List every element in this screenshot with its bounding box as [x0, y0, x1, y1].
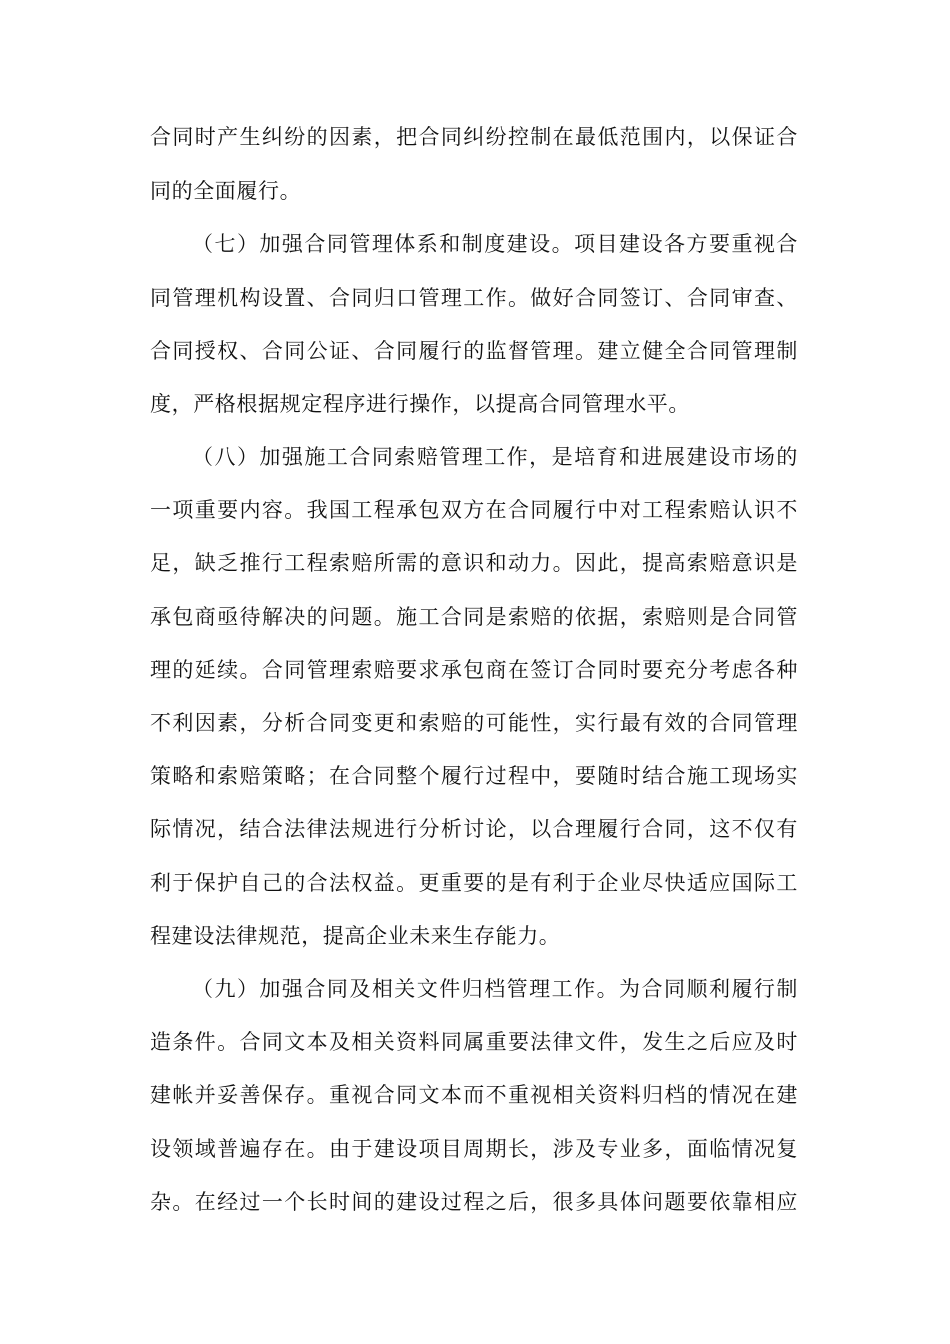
- text-line: 承包商亟待解决的问题。施工合同是索赔的依据，索赔则是合同管: [150, 605, 798, 629]
- text-line: 合同授权、合同公证、合同履行的监督管理。建立健全合同管理制: [150, 339, 798, 363]
- text-line: （七）加强合同管理体系和制度建设。项目建设各方要重视合: [192, 232, 798, 256]
- text-line: 同管理机构设置、合同归口管理工作。做好合同签订、合同审查、: [150, 286, 798, 310]
- text-line: 策略和索赔策略；在合同整个履行过程中，要随时结合施工现场实: [150, 764, 798, 788]
- text-line: 理的延续。合同管理索赔要求承包商在签订合同时要充分考虑各种: [150, 658, 798, 682]
- text-line: （九）加强合同及相关文件归档管理工作。为合同顺利履行制: [192, 977, 798, 1001]
- text-line: 际情况，结合法律法规进行分析讨论，以合理履行合同，这不仅有: [150, 817, 798, 841]
- text-line: 一项重要内容。我国工程承包双方在合同履行中对工程索赔认识不: [150, 498, 798, 522]
- text-line: （八）加强施工合同索赔管理工作，是培育和进展建设市场的: [192, 445, 798, 469]
- text-line: 合同时产生纠纷的因素，把合同纠纷控制在最低范围内，以保证合: [150, 125, 798, 149]
- text-line: 度，严格根据规定程序进行操作，以提高合同管理水平。: [150, 392, 690, 416]
- text-line: 不利因素，分析合同变更和索赔的可能性，实行最有效的合同管理: [150, 711, 798, 735]
- text-line: 同的全面履行。: [150, 179, 302, 203]
- text-line: 建帐并妥善保存。重视合同文本而不重视相关资料归档的情况在建: [150, 1083, 798, 1107]
- text-line: 利于保护自己的合法权益。更重要的是有利于企业尽快适应国际工: [150, 871, 798, 895]
- text-line: 程建设法律规范，提高企业未来生存能力。: [150, 924, 561, 948]
- text-line: 造条件。合同文本及相关资料同属重要法律文件，发生之后应及时: [150, 1030, 798, 1054]
- text-line: 设领域普遍存在。由于建设项目周期长，涉及专业多，面临情况复: [150, 1137, 798, 1161]
- text-line: 杂。在经过一个长时间的建设过程之后，很多具体问题要依靠相应: [150, 1190, 798, 1214]
- text-line: 足，缺乏推行工程索赔所需的意识和动力。因此，提高索赔意识是: [150, 551, 798, 575]
